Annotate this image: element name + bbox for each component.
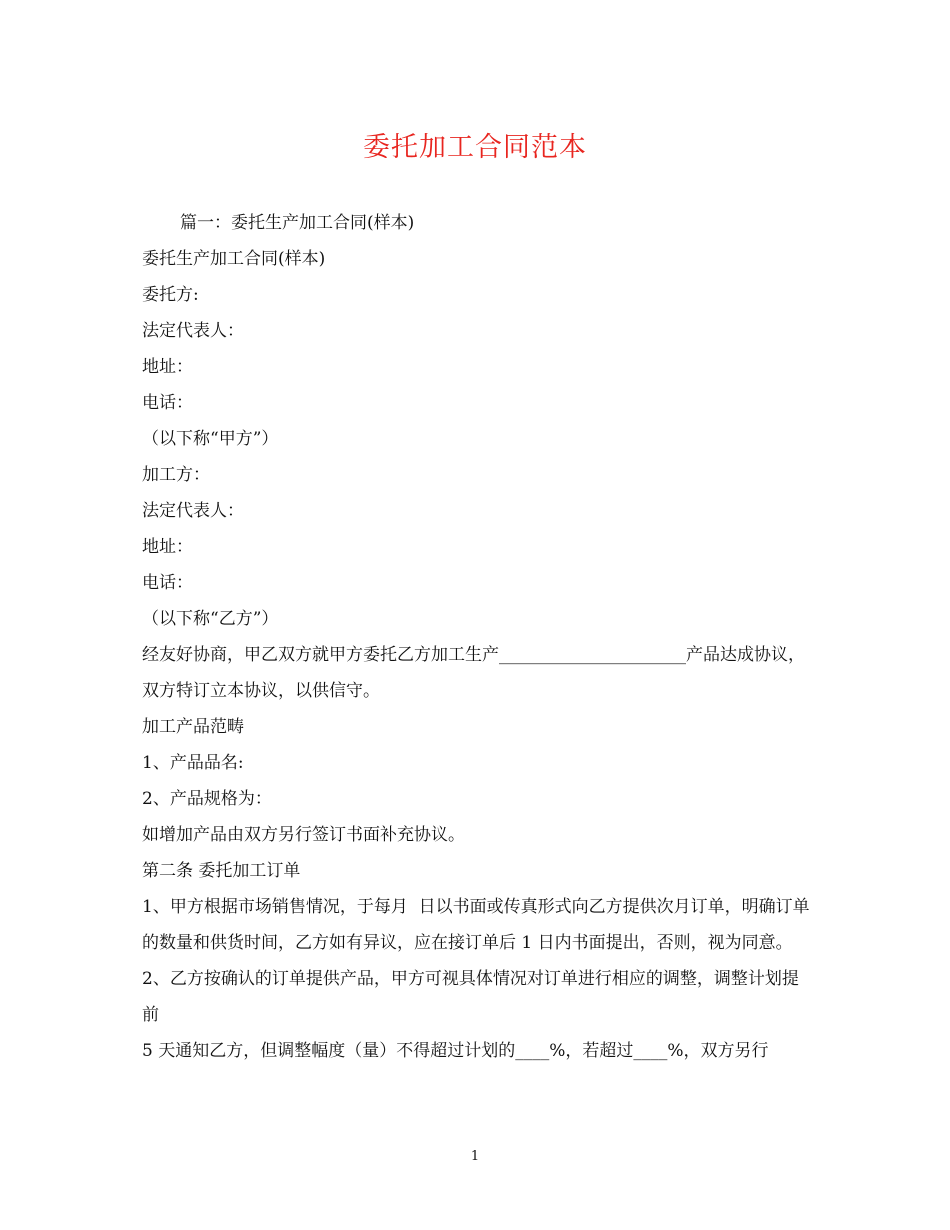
party-b-address: 地址： — [142, 537, 193, 557]
supplementary-note: 如增加产品由双方另行签订书面补充协议。 — [142, 825, 465, 845]
party-b-label: 加工方： — [142, 465, 210, 485]
document-title: 委托加工合同范本 — [363, 132, 587, 163]
order-clause-one: 1、甲方根据市场销售情况，于每月 日以书面或传真形式向乙方提供次月订单，明确订单的数量和供货时间，乙方如有异议，应在接订单后 1 日内书面提出，否则，视为同意。 — [142, 897, 810, 953]
page-number: 1 — [470, 1149, 480, 1164]
party-a-label: 委托方: — [142, 285, 199, 305]
party-b-representative: 法定代表人： — [142, 501, 244, 521]
product-name-item: 1、产品品名: — [142, 753, 244, 773]
order-clause-two: 2、乙方按确认的订单提供产品，甲方可视具体情况对订单进行相应的调整，调整计划提前 — [142, 969, 799, 1025]
section-heading: 篇一：委托生产加工合同(样本) — [180, 213, 415, 233]
party-a-representative: 法定代表人： — [142, 321, 244, 341]
product-spec-item: 2、产品规格为： — [142, 789, 272, 809]
party-a-phone: 电话： — [142, 393, 193, 413]
party-a-alias: （以下称“甲方”） — [142, 429, 279, 449]
contract-name: 委托生产加工合同(样本) — [142, 249, 326, 269]
party-b-phone: 电话： — [142, 573, 193, 593]
party-a-address: 地址： — [142, 357, 193, 377]
agreement-intro: 经友好协商，甲乙双方就甲方委托乙方加工生产______________________产品达成协议，双方特订立本协议，以供信守。 — [142, 645, 805, 701]
order-clause-three: 5 天通知乙方，但调整幅度（量）不得超过计划的____%，若超过____%，双方另行 — [142, 1041, 769, 1061]
document-body — [142, 205, 810, 1069]
article-two-heading: 第二条 委托加工订单 — [142, 861, 301, 881]
product-scope-heading: 加工产品范畴 — [142, 717, 244, 737]
party-b-alias: （以下称“乙方”） — [142, 609, 279, 629]
